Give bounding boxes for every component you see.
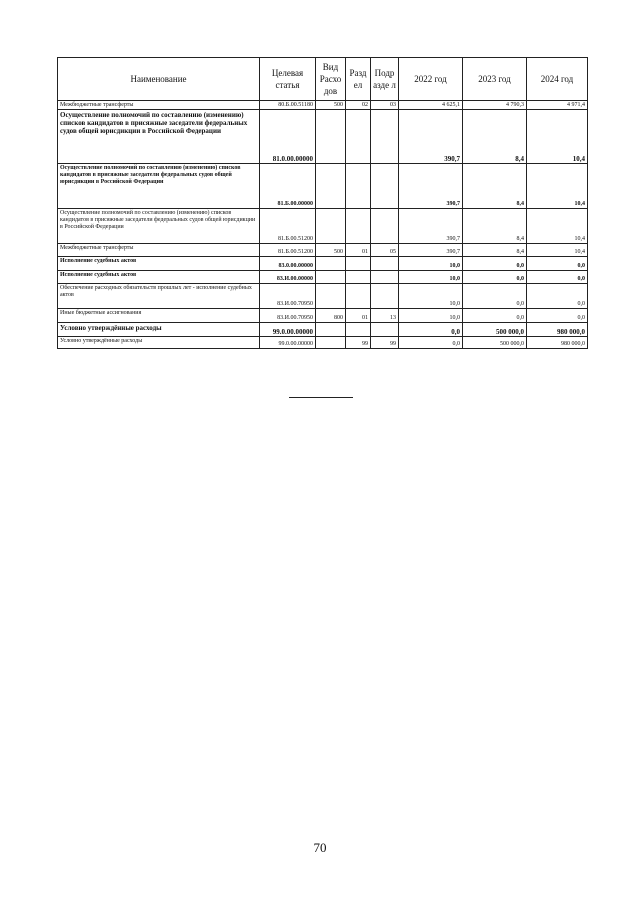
cell-2024: 0,0 — [527, 271, 588, 284]
cell-article: 81.Б.00.51200 — [260, 244, 316, 257]
cell-vid: 500 — [316, 101, 346, 110]
cell-podrazdel — [371, 271, 399, 284]
cell-2024: 0,0 — [527, 284, 588, 309]
table-row — [58, 164, 588, 209]
table-row — [58, 323, 588, 337]
table-body — [58, 101, 588, 349]
cell-razdel — [346, 271, 371, 284]
cell-razdel — [346, 209, 371, 244]
table-row — [58, 257, 588, 271]
cell-2023: 500 000,0 — [463, 323, 527, 337]
cell-2023: 500 000,0 — [463, 337, 527, 349]
cell-2023: 8,4 — [463, 110, 527, 164]
cell-2024: 10,4 — [527, 110, 588, 164]
cell-podrazdel — [371, 323, 399, 337]
table-row — [58, 337, 588, 349]
table-row — [58, 244, 588, 257]
cell-vid — [316, 271, 346, 284]
cell-podrazdel: 03 — [371, 101, 399, 110]
cell-article: 83.И.00.70950 — [260, 284, 316, 309]
cell-article: 99.0.00.00000 — [260, 323, 316, 337]
cell-name: Межбюджетные трансферты — [58, 101, 260, 110]
table-row — [58, 110, 588, 164]
cell-vid — [316, 337, 346, 349]
cell-article: 83.И.00.00000 — [260, 271, 316, 284]
cell-name: Иные бюджетные ассигнования — [58, 309, 260, 323]
cell-razdel — [346, 110, 371, 164]
cell-razdel: 01 — [346, 309, 371, 323]
cell-vid — [316, 257, 346, 271]
cell-vid — [316, 164, 346, 209]
cell-name: Условно утверждённые расходы — [58, 337, 260, 349]
cell-name: Межбюджетные трансферты — [58, 244, 260, 257]
table-row — [58, 284, 588, 309]
cell-vid: 800 — [316, 309, 346, 323]
header-2022: 2022 год — [399, 58, 463, 101]
cell-2023: 8,4 — [463, 244, 527, 257]
cell-podrazdel: 05 — [371, 244, 399, 257]
header-article: Целевая статья — [260, 58, 316, 101]
cell-2022: 4 625,1 — [399, 101, 463, 110]
cell-name: Осуществление полномочий по составлению (изменению) списков кандидатов в присяжные заседатели федеральных судов общей юрисдикции в Российской Федерации — [58, 110, 260, 164]
cell-2024: 980 000,0 — [527, 323, 588, 337]
header-name: Наименование — [58, 58, 260, 101]
cell-vid — [316, 284, 346, 309]
cell-podrazdel — [371, 110, 399, 164]
cell-2023: 8,4 — [463, 209, 527, 244]
cell-2024: 10,4 — [527, 244, 588, 257]
cell-2024: 980 000,0 — [527, 337, 588, 349]
cell-name: Исполнение судебных актов — [58, 257, 260, 271]
cell-razdel: 99 — [346, 337, 371, 349]
table-header — [58, 58, 588, 101]
cell-vid — [316, 110, 346, 164]
table-row — [58, 271, 588, 284]
cell-article: 99.0.00.00000 — [260, 337, 316, 349]
header-row — [58, 58, 588, 101]
cell-name: Исполнение судебных актов — [58, 271, 260, 284]
cell-2022: 390,7 — [399, 244, 463, 257]
cell-2022: 390,7 — [399, 110, 463, 164]
cell-name: Осуществление полномочий по составлению (изменению) списков кандидатов в присяжные заседатели федеральных судов общей юрисдикции в Российской Федерации — [58, 209, 260, 244]
cell-2024: 10,4 — [527, 164, 588, 209]
header-razdel: Разд ел — [346, 58, 371, 101]
cell-podrazdel: 13 — [371, 309, 399, 323]
cell-razdel — [346, 164, 371, 209]
cell-2023: 8,4 — [463, 164, 527, 209]
table-row — [58, 209, 588, 244]
cell-vid — [316, 209, 346, 244]
cell-2022: 390,7 — [399, 164, 463, 209]
separator-line — [289, 397, 353, 398]
cell-article: 80.Б.00.51180 — [260, 101, 316, 110]
header-2023: 2023 год — [463, 58, 527, 101]
cell-2023: 0,0 — [463, 309, 527, 323]
cell-2024: 0,0 — [527, 309, 588, 323]
cell-podrazdel — [371, 284, 399, 309]
cell-razdel: 02 — [346, 101, 371, 110]
cell-razdel — [346, 284, 371, 309]
cell-name: Обеспечение расходных обязательств прошлых лет - исполнение судебных актов — [58, 284, 260, 309]
cell-vid — [316, 323, 346, 337]
cell-article: 83.И.00.70950 — [260, 309, 316, 323]
cell-2022: 0,0 — [399, 337, 463, 349]
header-2024: 2024 год — [527, 58, 588, 101]
budget-table — [57, 57, 588, 349]
cell-2024: 4 971,4 — [527, 101, 588, 110]
cell-2022: 10,0 — [399, 309, 463, 323]
header-vid: Вид Расхо дов — [316, 58, 346, 101]
cell-podrazdel — [371, 209, 399, 244]
cell-razdel — [346, 257, 371, 271]
cell-podrazdel — [371, 257, 399, 271]
cell-2022: 390,7 — [399, 209, 463, 244]
cell-razdel: 01 — [346, 244, 371, 257]
cell-razdel — [346, 323, 371, 337]
cell-2022: 10,0 — [399, 284, 463, 309]
cell-2023: 0,0 — [463, 271, 527, 284]
cell-2024: 10,4 — [527, 209, 588, 244]
cell-2022: 0,0 — [399, 323, 463, 337]
cell-article: 81.0.00.00000 — [260, 110, 316, 164]
cell-vid: 500 — [316, 244, 346, 257]
cell-name: Осуществление полномочий по составлению (изменению) списков кандидатов в присяжные заседатели федеральных судов общей юрисдикции в Российской Федерации — [58, 164, 260, 209]
cell-2023: 4 790,3 — [463, 101, 527, 110]
cell-2024: 0,0 — [527, 257, 588, 271]
table-row — [58, 309, 588, 323]
cell-article: 81.Б.00.51200 — [260, 209, 316, 244]
cell-podrazdel: 99 — [371, 337, 399, 349]
cell-2022: 10,0 — [399, 257, 463, 271]
cell-article: 81.Б.00.00000 — [260, 164, 316, 209]
cell-name: Условно утверждённые расходы — [58, 323, 260, 337]
header-podrazdel: Подр азде л — [371, 58, 399, 101]
table-row — [58, 101, 588, 110]
cell-article: 83.0.00.00000 — [260, 257, 316, 271]
cell-2023: 0,0 — [463, 284, 527, 309]
cell-2023: 0,0 — [463, 257, 527, 271]
page-number: 70 — [313, 840, 327, 855]
cell-2022: 10,0 — [399, 271, 463, 284]
cell-podrazdel — [371, 164, 399, 209]
